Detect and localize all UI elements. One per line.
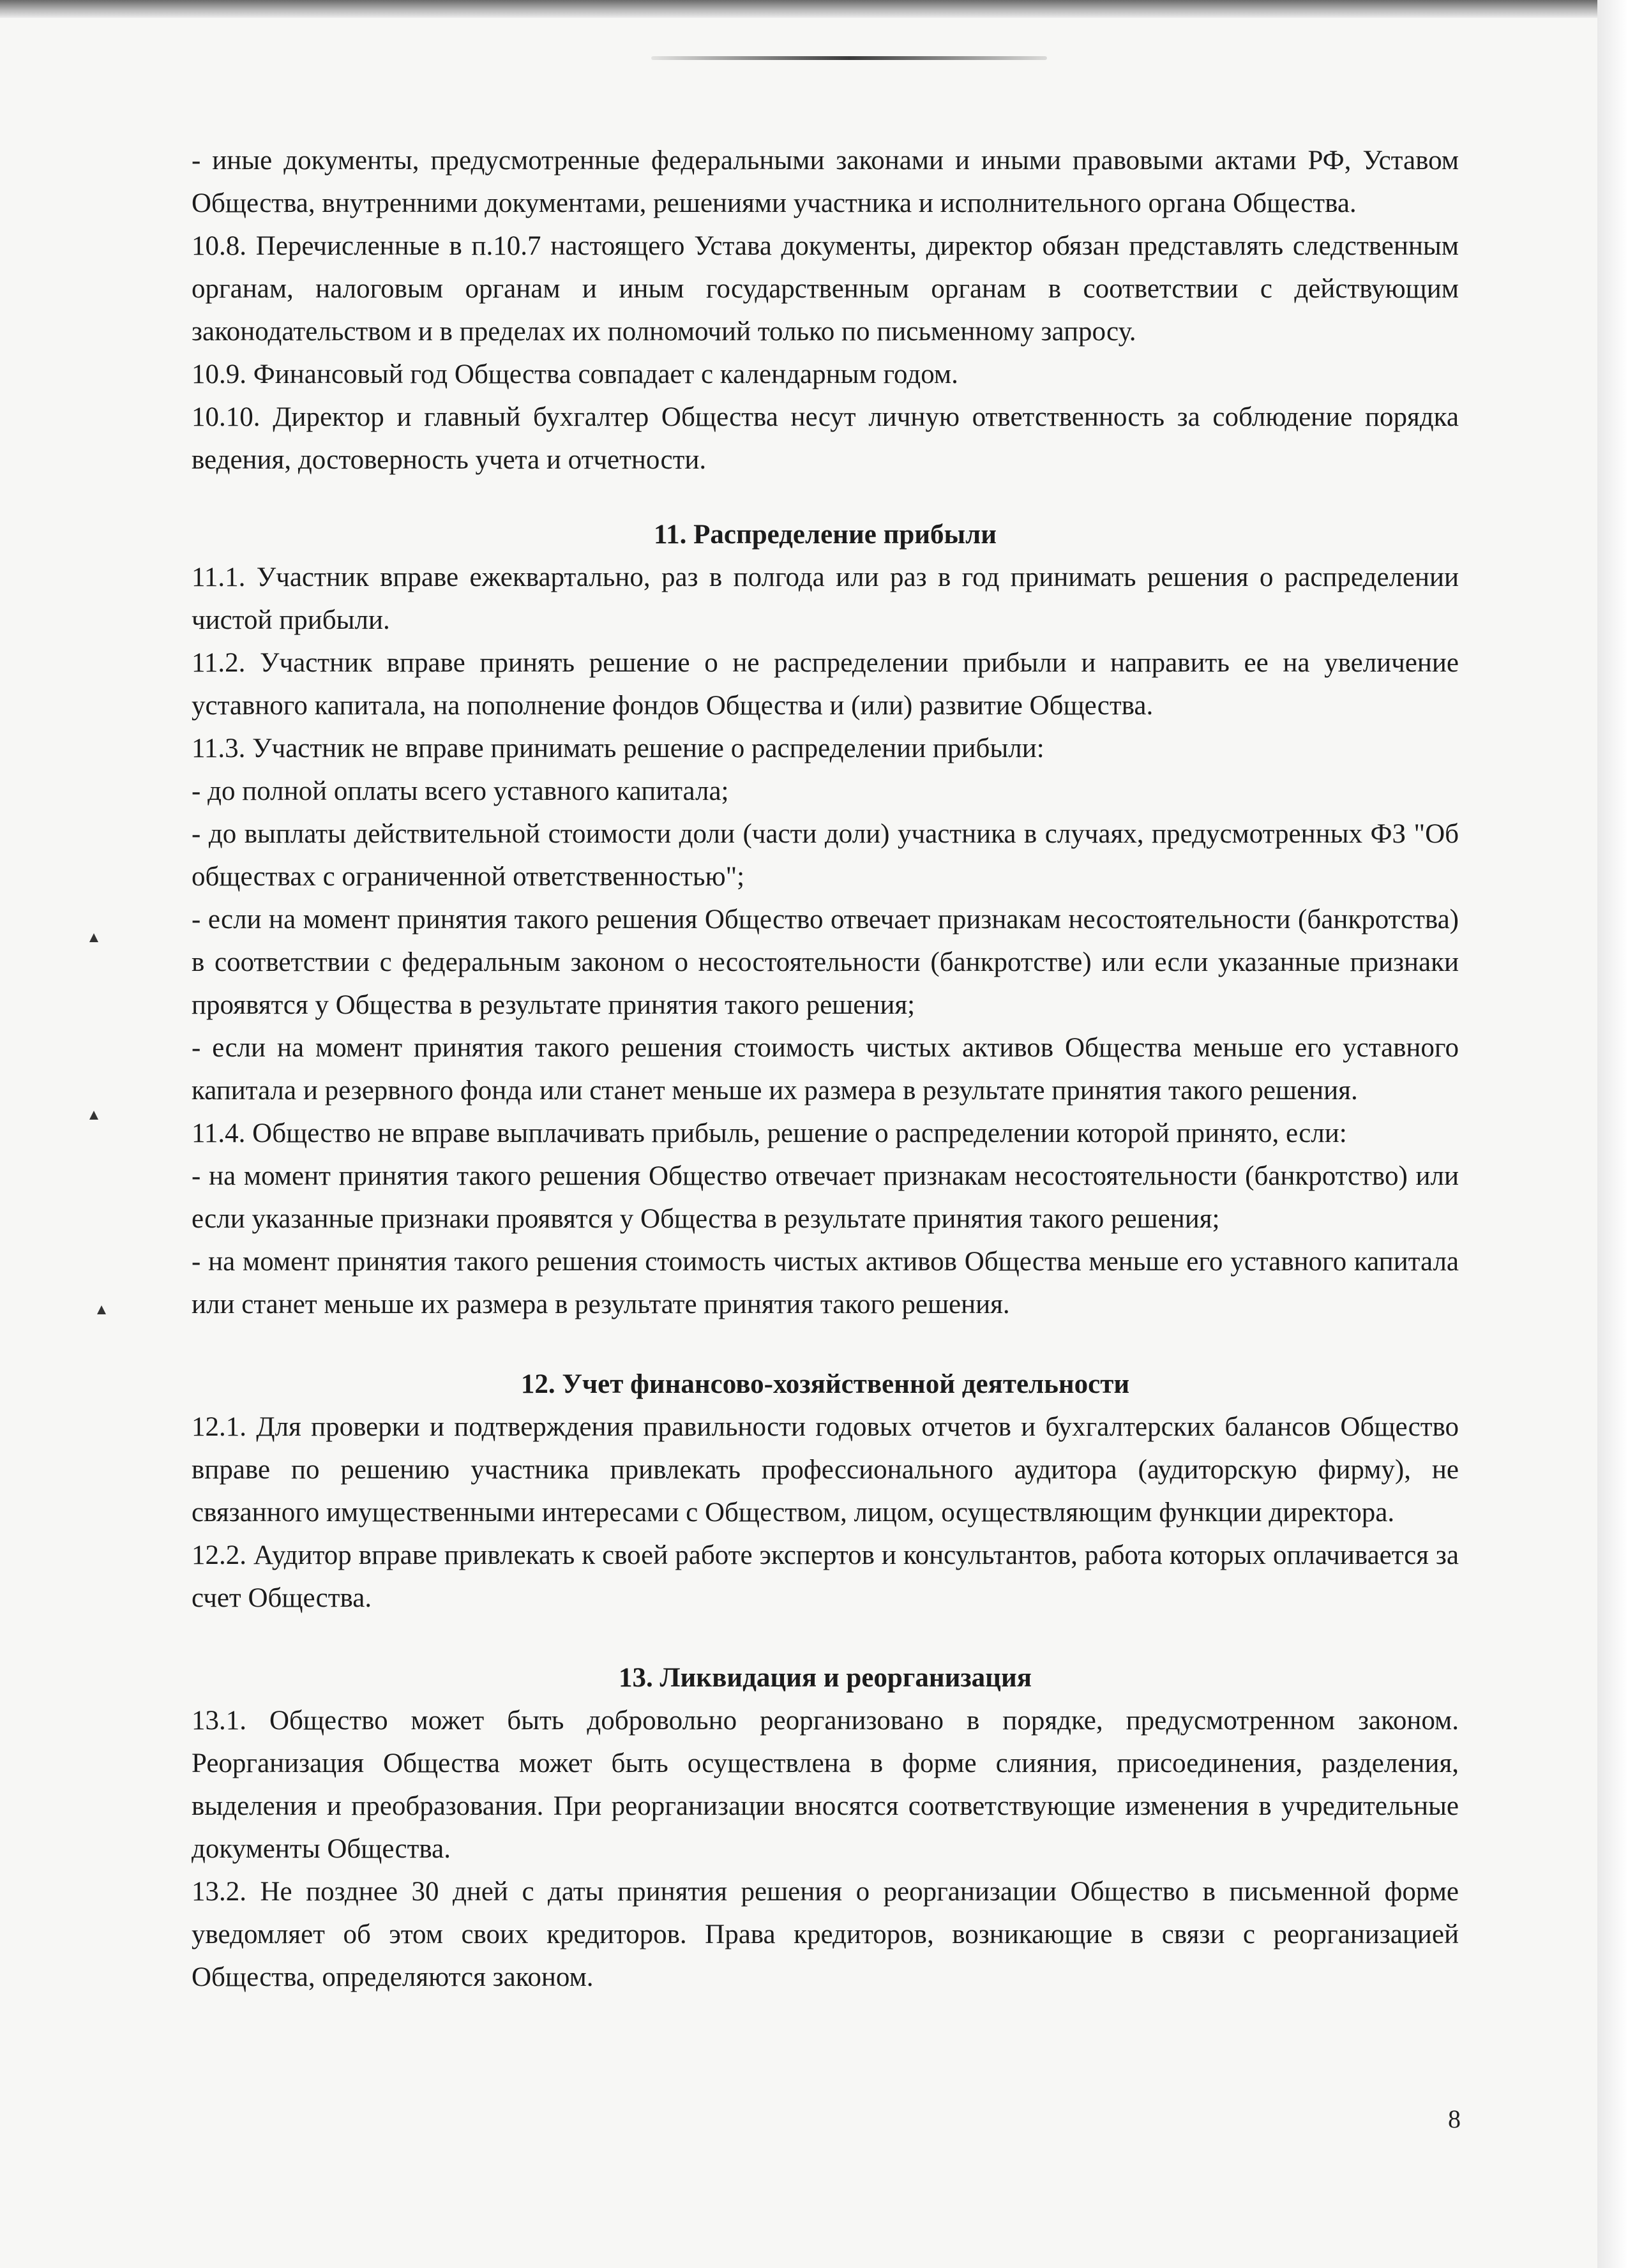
header-rule	[651, 56, 1047, 60]
paragraph: 13.2. Не позднее 30 дней с даты принятия решения о реорганизации Общество в письменной форме уведомляет об этом своих кредиторов. Права кредиторов, возникающие в связи с реорганизацией Общества, определяются законом.	[192, 1877, 1459, 1992]
list-item: - на момент принятия такого решения Общество отвечает признакам несостоятельности (банкротство) или если указанные признаки проявятся у Общества в результате принятия такого решения;	[192, 1161, 1459, 1234]
paragraph: 10.9. Финансовый год Общества совпадает с календарным годом.	[192, 359, 958, 389]
section-heading: 11. Распределение прибыли	[653, 520, 997, 550]
list-item: - если на момент принятия такого решения Общество отвечает признакам несостоятельности (банкротства) в соответствии с федеральным законом о несостоятельности (банкротстве) или если указанные признаки проявятся у Общества в результате принятия такого решения;	[192, 905, 1459, 1020]
paragraph: 11.4. Общество не вправе выплачивать прибыль, решение о распределении которой принято, если:	[192, 1118, 1347, 1148]
scan-right-edge	[1597, 0, 1628, 2268]
scan-top-edge	[0, 0, 1628, 18]
list-item: - до полной оплаты всего уставного капитала;	[192, 776, 729, 806]
list-item: - на момент принятия такого решения стоимость чистых активов Общества меньше его уставного капитала или станет меньше их размера в результате принятия такого решения.	[192, 1247, 1459, 1319]
page-number: 8	[1448, 2105, 1461, 2133]
paragraph: 11.2. Участник вправе принять решение о не распределении прибыли и направить ее на увеличение уставного капитала, на пополнение фондов Общества и (или) развитие Общества.	[192, 648, 1459, 721]
margin-punch-mark	[97, 1305, 106, 1314]
section-heading: 13. Ликвидация и реорганизация	[618, 1663, 1032, 1693]
paragraph: 10.8. Перечисленные в п.10.7 настоящего Устава документы, директор обязан представлять следственным органам, налоговым органам и иным государственным органам в соответствии с действующим законодательством и в пределах их полномочий только по письменному запросу.	[192, 231, 1459, 347]
paragraph: 11.1. Участник вправе ежеквартально, раз в полгода или раз в год принимать решения о распределении чистой прибыли.	[192, 562, 1459, 635]
list-item: - если на момент принятия такого решения стоимость чистых активов Общества меньше его уставного капитала и резервного фонда или станет меньше их размера в результате принятия такого решения.	[192, 1033, 1459, 1106]
section-heading: 12. Учет финансово-хозяйственной деятельности	[520, 1369, 1130, 1399]
list-item: - до выплаты действительной стоимости доли (части доли) участника в случаях, предусмотренных ФЗ "Об обществах с ограниченной ответственностью";	[192, 819, 1459, 892]
paragraph: 12.2. Аудитор вправе привлекать к своей работе экспертов и консультантов, работа которых оплачивается за счет Общества.	[192, 1540, 1459, 1613]
margin-punch-mark	[89, 1111, 98, 1120]
margin-punch-mark	[89, 933, 98, 942]
paragraph: 12.1. Для проверки и подтверждения правильности годовых отчетов и бухгалтерских балансов Общество вправе по решению участника привлекать профессионального аудитора (аудиторскую фирму), не связанного имущественными интересами с Обществом, лицом, осуществляющим функции директора.	[192, 1412, 1459, 1528]
document-body	[192, 139, 1459, 1999]
paragraph: 11.3. Участник не вправе принимать решение о распределении прибыли:	[192, 733, 1044, 763]
paragraph: 10.10. Директор и главный бухгалтер Общества несут личную ответственность за соблюдение порядка ведения, достоверность учета и отчетности.	[192, 402, 1459, 475]
paragraph: 13.1. Общество может быть добровольно реорганизовано в порядке, предусмотренном законом. Реорганизация Общества может быть осуществлена в форме слияния, присоединения, разделения, выделения и преобразования. При реорганизации вносятся соответствующие изменения в учредительные документы Общества.	[192, 1706, 1459, 1864]
paragraph: - иные документы, предусмотренные федеральными законами и иными правовыми актами РФ, Уставом Общества, внутренними документами, решениями участника и исполнительного органа Общества.	[192, 146, 1459, 218]
